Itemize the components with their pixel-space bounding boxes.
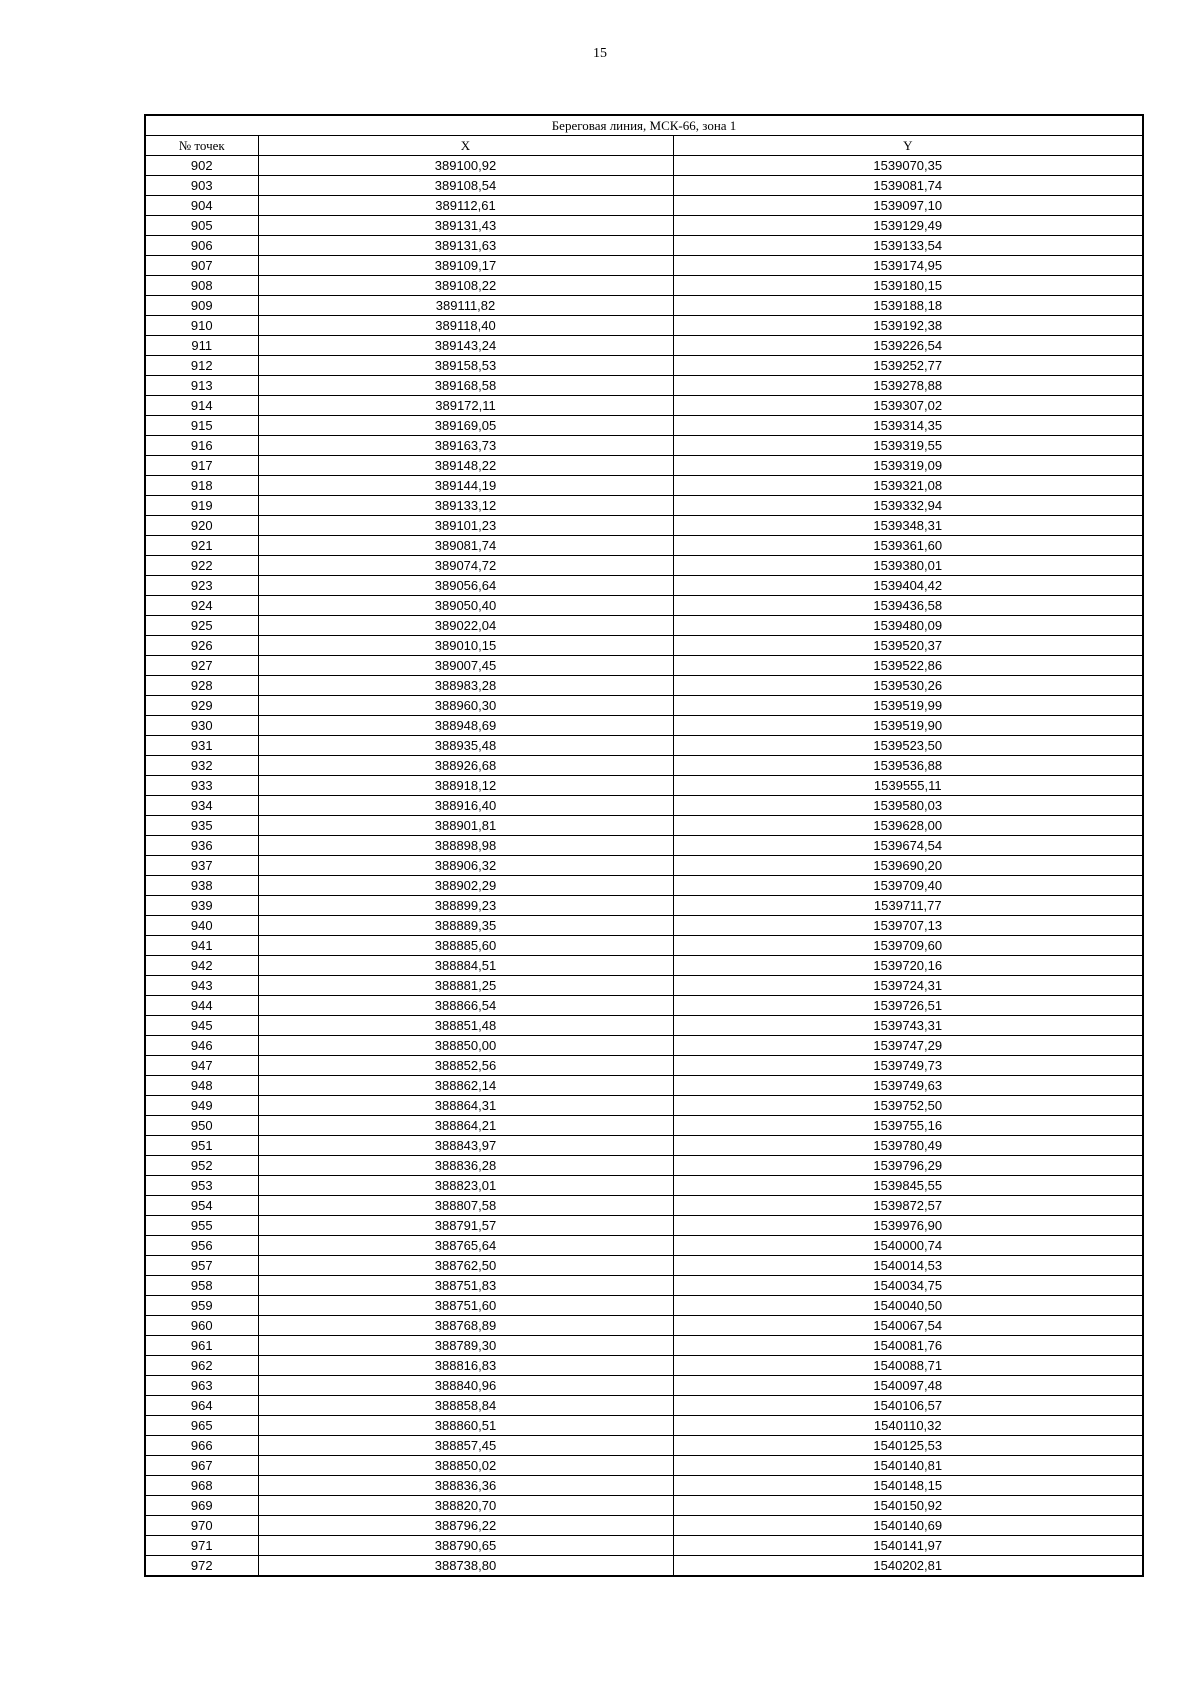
x-coordinate-cell: 389169,05 [258, 416, 673, 436]
point-number-cell: 911 [145, 336, 258, 356]
table-title: Береговая линия, МСК-66, зона 1 [145, 115, 1143, 136]
x-coordinate-cell: 388860,51 [258, 1416, 673, 1436]
y-coordinate-cell: 1539872,57 [673, 1196, 1143, 1216]
y-coordinate-cell: 1539724,31 [673, 976, 1143, 996]
y-coordinate-cell: 1540110,32 [673, 1416, 1143, 1436]
y-coordinate-cell: 1539709,60 [673, 936, 1143, 956]
table-row [145, 656, 1143, 676]
table-row [145, 1236, 1143, 1256]
table-row [145, 956, 1143, 976]
point-number-cell: 972 [145, 1556, 258, 1577]
x-coordinate-cell: 388858,84 [258, 1396, 673, 1416]
point-number-cell: 954 [145, 1196, 258, 1216]
x-coordinate-cell: 388918,12 [258, 776, 673, 796]
table-row [145, 476, 1143, 496]
point-number-cell: 927 [145, 656, 258, 676]
x-coordinate-cell: 389056,64 [258, 576, 673, 596]
point-number-cell: 906 [145, 236, 258, 256]
point-number-cell: 920 [145, 516, 258, 536]
x-coordinate-cell: 388866,54 [258, 996, 673, 1016]
table-row [145, 1096, 1143, 1116]
table-row [145, 336, 1143, 356]
y-coordinate-cell: 1539070,35 [673, 156, 1143, 176]
table-row [145, 756, 1143, 776]
table-row [145, 156, 1143, 176]
x-coordinate-cell: 389074,72 [258, 556, 673, 576]
point-number-cell: 933 [145, 776, 258, 796]
point-number-cell: 964 [145, 1396, 258, 1416]
x-coordinate-cell: 389007,45 [258, 656, 673, 676]
point-number-cell: 958 [145, 1276, 258, 1296]
table-row [145, 976, 1143, 996]
point-number-cell: 929 [145, 696, 258, 716]
y-coordinate-cell: 1539436,58 [673, 596, 1143, 616]
x-coordinate-cell: 388864,31 [258, 1096, 673, 1116]
table-row [145, 936, 1143, 956]
x-coordinate-cell: 388850,00 [258, 1036, 673, 1056]
y-coordinate-cell: 1540088,71 [673, 1356, 1143, 1376]
table-row [145, 1076, 1143, 1096]
x-coordinate-cell: 389148,22 [258, 456, 673, 476]
point-number-cell: 922 [145, 556, 258, 576]
table-row [145, 1156, 1143, 1176]
x-coordinate-cell: 389172,11 [258, 396, 673, 416]
table-row [145, 856, 1143, 876]
y-coordinate-cell: 1540067,54 [673, 1316, 1143, 1336]
y-coordinate-cell: 1539519,90 [673, 716, 1143, 736]
x-coordinate-cell: 389109,17 [258, 256, 673, 276]
x-coordinate-cell: 389168,58 [258, 376, 673, 396]
table-row [145, 816, 1143, 836]
y-coordinate-cell: 1539726,51 [673, 996, 1143, 1016]
y-coordinate-cell: 1539520,37 [673, 636, 1143, 656]
x-coordinate-cell: 388751,83 [258, 1276, 673, 1296]
x-coordinate-cell: 388884,51 [258, 956, 673, 976]
point-number-cell: 948 [145, 1076, 258, 1096]
point-number-cell: 963 [145, 1376, 258, 1396]
x-coordinate-cell: 388768,89 [258, 1316, 673, 1336]
table-row [145, 256, 1143, 276]
y-coordinate-cell: 1539749,73 [673, 1056, 1143, 1076]
table-row [145, 236, 1143, 256]
table-row [145, 1356, 1143, 1376]
table-row [145, 276, 1143, 296]
y-coordinate-cell: 1539523,50 [673, 736, 1143, 756]
point-number-cell: 904 [145, 196, 258, 216]
point-number-cell: 942 [145, 956, 258, 976]
x-coordinate-cell: 389081,74 [258, 536, 673, 556]
y-coordinate-cell: 1539133,54 [673, 236, 1143, 256]
table-row [145, 676, 1143, 696]
table-row [145, 176, 1143, 196]
point-number-cell: 971 [145, 1536, 258, 1556]
point-number-cell: 937 [145, 856, 258, 876]
point-number-cell: 962 [145, 1356, 258, 1376]
table-row [145, 1396, 1143, 1416]
table-title-row [145, 115, 1143, 136]
point-number-cell: 955 [145, 1216, 258, 1236]
y-coordinate-cell: 1540000,74 [673, 1236, 1143, 1256]
table-row [145, 416, 1143, 436]
point-number-cell: 916 [145, 436, 258, 456]
y-coordinate-cell: 1539081,74 [673, 176, 1143, 196]
point-number-cell: 918 [145, 476, 258, 496]
point-number-cell: 919 [145, 496, 258, 516]
y-coordinate-cell: 1539319,55 [673, 436, 1143, 456]
y-coordinate-cell: 1539321,08 [673, 476, 1143, 496]
x-coordinate-cell: 389010,15 [258, 636, 673, 656]
table-row [145, 776, 1143, 796]
table-row [145, 876, 1143, 896]
x-coordinate-cell: 389133,12 [258, 496, 673, 516]
x-coordinate-cell: 388898,98 [258, 836, 673, 856]
table-row [145, 836, 1143, 856]
table-row [145, 436, 1143, 456]
table-row [145, 1476, 1143, 1496]
table-row [145, 556, 1143, 576]
y-coordinate-cell: 1540140,81 [673, 1456, 1143, 1476]
point-number-cell: 921 [145, 536, 258, 556]
point-number-cell: 968 [145, 1476, 258, 1496]
point-number-cell: 961 [145, 1336, 258, 1356]
table-row [145, 796, 1143, 816]
x-coordinate-cell: 388738,80 [258, 1556, 673, 1577]
y-coordinate-cell: 1539628,00 [673, 816, 1143, 836]
y-coordinate-cell: 1539690,20 [673, 856, 1143, 876]
y-coordinate-cell: 1540040,50 [673, 1296, 1143, 1316]
x-coordinate-cell: 388843,97 [258, 1136, 673, 1156]
point-number-cell: 930 [145, 716, 258, 736]
y-coordinate-cell: 1539252,77 [673, 356, 1143, 376]
y-coordinate-cell: 1539522,86 [673, 656, 1143, 676]
coordinates-table [144, 114, 1144, 1577]
point-number-cell: 950 [145, 1116, 258, 1136]
x-coordinate-cell: 389112,61 [258, 196, 673, 216]
table-row [145, 536, 1143, 556]
x-coordinate-cell: 389118,40 [258, 316, 673, 336]
point-number-cell: 965 [145, 1416, 258, 1436]
table-row [145, 1116, 1143, 1136]
point-number-cell: 951 [145, 1136, 258, 1156]
table-row [145, 356, 1143, 376]
y-coordinate-cell: 1540034,75 [673, 1276, 1143, 1296]
point-number-cell: 939 [145, 896, 258, 916]
y-coordinate-cell: 1539361,60 [673, 536, 1143, 556]
table-row [145, 636, 1143, 656]
x-coordinate-cell: 388906,32 [258, 856, 673, 876]
y-coordinate-cell: 1539580,03 [673, 796, 1143, 816]
x-coordinate-cell: 388762,50 [258, 1256, 673, 1276]
y-coordinate-cell: 1540141,97 [673, 1536, 1143, 1556]
table-row [145, 1176, 1143, 1196]
point-number-cell: 960 [145, 1316, 258, 1336]
x-coordinate-cell: 388916,40 [258, 796, 673, 816]
x-coordinate-cell: 389163,73 [258, 436, 673, 456]
table-row [145, 216, 1143, 236]
y-coordinate-cell: 1539174,95 [673, 256, 1143, 276]
point-number-cell: 926 [145, 636, 258, 656]
table-row [145, 316, 1143, 336]
table-header-row [145, 136, 1143, 156]
point-number-cell: 905 [145, 216, 258, 236]
table-row [145, 576, 1143, 596]
table-row [145, 1216, 1143, 1236]
x-coordinate-cell: 389101,23 [258, 516, 673, 536]
point-number-cell: 915 [145, 416, 258, 436]
point-number-cell: 947 [145, 1056, 258, 1076]
y-coordinate-cell: 1539180,15 [673, 276, 1143, 296]
table-row [145, 516, 1143, 536]
point-number-cell: 969 [145, 1496, 258, 1516]
point-number-cell: 943 [145, 976, 258, 996]
point-number-cell: 913 [145, 376, 258, 396]
table-row [145, 1516, 1143, 1536]
table-row [145, 1256, 1143, 1276]
table-row [145, 596, 1143, 616]
table-row [145, 1456, 1143, 1476]
point-number-cell: 925 [145, 616, 258, 636]
table-row [145, 1296, 1143, 1316]
x-coordinate-cell: 388789,30 [258, 1336, 673, 1356]
y-coordinate-cell: 1539536,88 [673, 756, 1143, 776]
y-coordinate-cell: 1540106,57 [673, 1396, 1143, 1416]
y-coordinate-cell: 1539188,18 [673, 296, 1143, 316]
table-row [145, 696, 1143, 716]
point-number-cell: 952 [145, 1156, 258, 1176]
table-row [145, 896, 1143, 916]
x-coordinate-cell: 388948,69 [258, 716, 673, 736]
table-row [145, 1536, 1143, 1556]
y-coordinate-cell: 1539720,16 [673, 956, 1143, 976]
x-coordinate-cell: 388791,57 [258, 1216, 673, 1236]
point-number-cell: 936 [145, 836, 258, 856]
table-row [145, 296, 1143, 316]
x-coordinate-cell: 388901,81 [258, 816, 673, 836]
x-coordinate-cell: 388852,56 [258, 1056, 673, 1076]
x-coordinate-cell: 388850,02 [258, 1456, 673, 1476]
table-row [145, 396, 1143, 416]
y-coordinate-cell: 1539404,42 [673, 576, 1143, 596]
point-number-cell: 940 [145, 916, 258, 936]
x-coordinate-cell: 388857,45 [258, 1436, 673, 1456]
y-coordinate-cell: 1540140,69 [673, 1516, 1143, 1536]
y-coordinate-cell: 1540150,92 [673, 1496, 1143, 1516]
y-coordinate-cell: 1539707,13 [673, 916, 1143, 936]
point-number-cell: 938 [145, 876, 258, 896]
x-coordinate-cell: 388881,25 [258, 976, 673, 996]
point-number-cell: 910 [145, 316, 258, 336]
y-coordinate-cell: 1539976,90 [673, 1216, 1143, 1236]
x-coordinate-cell: 388836,36 [258, 1476, 673, 1496]
x-coordinate-cell: 388864,21 [258, 1116, 673, 1136]
x-coordinate-cell: 389144,19 [258, 476, 673, 496]
point-number-cell: 902 [145, 156, 258, 176]
y-coordinate-cell: 1539332,94 [673, 496, 1143, 516]
x-coordinate-cell: 388765,64 [258, 1236, 673, 1256]
y-coordinate-cell: 1539314,35 [673, 416, 1143, 436]
x-coordinate-cell: 388851,48 [258, 1016, 673, 1036]
column-header-y: Y [673, 136, 1143, 156]
y-coordinate-cell: 1539380,01 [673, 556, 1143, 576]
x-coordinate-cell: 388885,60 [258, 936, 673, 956]
table-row [145, 1276, 1143, 1296]
point-number-cell: 956 [145, 1236, 258, 1256]
y-coordinate-cell: 1539129,49 [673, 216, 1143, 236]
table-row [145, 496, 1143, 516]
x-coordinate-cell: 388935,48 [258, 736, 673, 756]
x-coordinate-cell: 388862,14 [258, 1076, 673, 1096]
table-row [145, 1036, 1143, 1056]
y-coordinate-cell: 1539845,55 [673, 1176, 1143, 1196]
y-coordinate-cell: 1539480,09 [673, 616, 1143, 636]
table-row [145, 1136, 1143, 1156]
table-row [145, 916, 1143, 936]
point-number-cell: 907 [145, 256, 258, 276]
x-coordinate-cell: 388796,22 [258, 1516, 673, 1536]
y-coordinate-cell: 1539674,54 [673, 836, 1143, 856]
point-number-cell: 959 [145, 1296, 258, 1316]
table-row [145, 616, 1143, 636]
point-number-cell: 912 [145, 356, 258, 376]
table-row [145, 1416, 1143, 1436]
x-coordinate-cell: 389158,53 [258, 356, 673, 376]
point-number-cell: 917 [145, 456, 258, 476]
table-row [145, 1336, 1143, 1356]
x-coordinate-cell: 389050,40 [258, 596, 673, 616]
x-coordinate-cell: 388807,58 [258, 1196, 673, 1216]
y-coordinate-cell: 1539749,63 [673, 1076, 1143, 1096]
point-number-cell: 967 [145, 1456, 258, 1476]
table-row [145, 1056, 1143, 1076]
table-row [145, 1376, 1143, 1396]
x-coordinate-cell: 388816,83 [258, 1356, 673, 1376]
y-coordinate-cell: 1539752,50 [673, 1096, 1143, 1116]
x-coordinate-cell: 388820,70 [258, 1496, 673, 1516]
x-coordinate-cell: 388889,35 [258, 916, 673, 936]
y-coordinate-cell: 1539743,31 [673, 1016, 1143, 1036]
y-coordinate-cell: 1539711,77 [673, 896, 1143, 916]
y-coordinate-cell: 1539192,38 [673, 316, 1143, 336]
y-coordinate-cell: 1539097,10 [673, 196, 1143, 216]
table-row [145, 1436, 1143, 1456]
column-header-x: X [258, 136, 673, 156]
table-row [145, 736, 1143, 756]
point-number-cell: 935 [145, 816, 258, 836]
x-coordinate-cell: 388899,23 [258, 896, 673, 916]
y-coordinate-cell: 1539319,09 [673, 456, 1143, 476]
point-number-cell: 957 [145, 1256, 258, 1276]
y-coordinate-cell: 1539755,16 [673, 1116, 1143, 1136]
table-row [145, 1196, 1143, 1216]
x-coordinate-cell: 388840,96 [258, 1376, 673, 1396]
table-row [145, 1556, 1143, 1577]
page-number: 15 [593, 46, 607, 61]
point-number-cell: 909 [145, 296, 258, 316]
table-row [145, 1016, 1143, 1036]
table-body [145, 156, 1143, 1577]
point-number-cell: 944 [145, 996, 258, 1016]
y-coordinate-cell: 1539747,29 [673, 1036, 1143, 1056]
x-coordinate-cell: 388960,30 [258, 696, 673, 716]
y-coordinate-cell: 1540148,15 [673, 1476, 1143, 1496]
x-coordinate-cell: 389111,82 [258, 296, 673, 316]
table-row [145, 716, 1143, 736]
x-coordinate-cell: 389100,92 [258, 156, 673, 176]
y-coordinate-cell: 1539519,99 [673, 696, 1143, 716]
x-coordinate-cell: 389108,22 [258, 276, 673, 296]
point-number-cell: 946 [145, 1036, 258, 1056]
table-row [145, 376, 1143, 396]
x-coordinate-cell: 388790,65 [258, 1536, 673, 1556]
point-number-cell: 945 [145, 1016, 258, 1036]
table-row [145, 456, 1143, 476]
table-row [145, 196, 1143, 216]
point-number-cell: 931 [145, 736, 258, 756]
point-number-cell: 908 [145, 276, 258, 296]
y-coordinate-cell: 1539796,29 [673, 1156, 1143, 1176]
y-coordinate-cell: 1539348,31 [673, 516, 1143, 536]
table-row [145, 996, 1143, 1016]
x-coordinate-cell: 389022,04 [258, 616, 673, 636]
x-coordinate-cell: 389108,54 [258, 176, 673, 196]
point-number-cell: 914 [145, 396, 258, 416]
y-coordinate-cell: 1539709,40 [673, 876, 1143, 896]
y-coordinate-cell: 1539530,26 [673, 676, 1143, 696]
y-coordinate-cell: 1540202,81 [673, 1556, 1143, 1577]
x-coordinate-cell: 388823,01 [258, 1176, 673, 1196]
point-number-cell: 970 [145, 1516, 258, 1536]
point-number-cell: 953 [145, 1176, 258, 1196]
y-coordinate-cell: 1540081,76 [673, 1336, 1143, 1356]
point-number-cell: 966 [145, 1436, 258, 1456]
point-number-cell: 949 [145, 1096, 258, 1116]
point-number-cell: 924 [145, 596, 258, 616]
x-coordinate-cell: 388751,60 [258, 1296, 673, 1316]
point-number-cell: 941 [145, 936, 258, 956]
x-coordinate-cell: 389143,24 [258, 336, 673, 356]
column-header-point-number: № точек [145, 136, 258, 156]
y-coordinate-cell: 1539555,11 [673, 776, 1143, 796]
y-coordinate-cell: 1539278,88 [673, 376, 1143, 396]
table-row [145, 1316, 1143, 1336]
point-number-cell: 932 [145, 756, 258, 776]
x-coordinate-cell: 388983,28 [258, 676, 673, 696]
y-coordinate-cell: 1539307,02 [673, 396, 1143, 416]
y-coordinate-cell: 1539780,49 [673, 1136, 1143, 1156]
point-number-cell: 923 [145, 576, 258, 596]
point-number-cell: 903 [145, 176, 258, 196]
table-row [145, 1496, 1143, 1516]
y-coordinate-cell: 1540097,48 [673, 1376, 1143, 1396]
x-coordinate-cell: 389131,43 [258, 216, 673, 236]
x-coordinate-cell: 388836,28 [258, 1156, 673, 1176]
y-coordinate-cell: 1540014,53 [673, 1256, 1143, 1276]
x-coordinate-cell: 388902,29 [258, 876, 673, 896]
y-coordinate-cell: 1540125,53 [673, 1436, 1143, 1456]
y-coordinate-cell: 1539226,54 [673, 336, 1143, 356]
point-number-cell: 928 [145, 676, 258, 696]
x-coordinate-cell: 389131,63 [258, 236, 673, 256]
x-coordinate-cell: 388926,68 [258, 756, 673, 776]
point-number-cell: 934 [145, 796, 258, 816]
